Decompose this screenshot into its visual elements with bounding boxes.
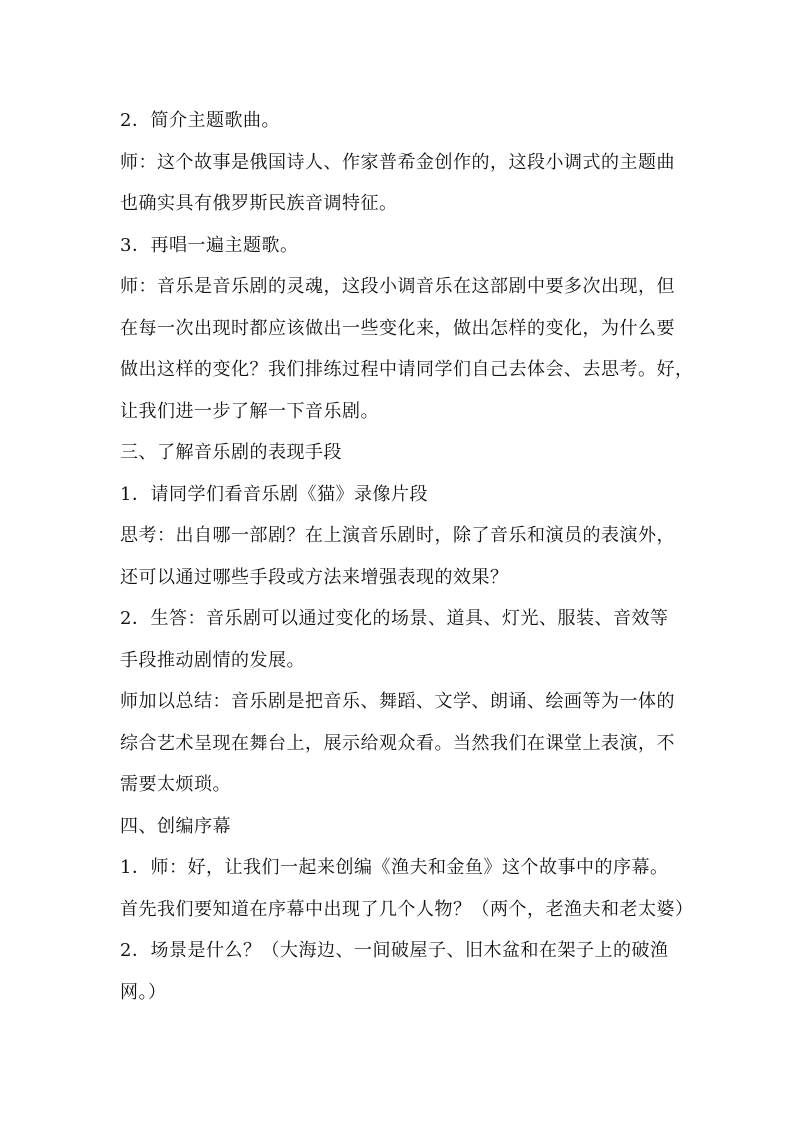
text-line-2: 师：这个故事是俄国诗人、作家普希金创作的，这段小调式的主题曲: [120, 151, 675, 173]
text-line-16: 综合艺术呈现在舞台上，展示给观众看。当然我们在课堂上表演，不: [120, 732, 675, 754]
text-line-13: 2．生答：音乐剧可以通过变化的场景、道具、灯光、服装、音效等: [120, 608, 669, 629]
text-line-3: 也确实具有俄罗斯民族音调特征。: [120, 193, 398, 214]
text-line-20: 首先我们要知道在序幕中出现了几个人物？（两个，老渔夫和老太婆）: [120, 898, 694, 920]
text-line-6: 在每一次出现时都应该做出一些变化来，做出怎样的变化，为什么要: [120, 317, 675, 339]
text-line-17: 需要太烦琐。: [120, 774, 231, 795]
text-line-19: 1．师：好，让我们一起来创编《渔夫和金鱼》这个故事中的序幕。: [120, 857, 669, 878]
text-line-5: 师：音乐是音乐剧的灵魂，这段小调音乐在这部剧中要多次出现，但: [120, 276, 675, 297]
text-line-11: 思考：出自哪一部剧？在上演音乐剧时，除了音乐和演员的表演外，: [120, 525, 675, 546]
text-line-7: 做出这样的变化？我们排练过程中请同学们自己去体会、去思考。好，: [120, 359, 694, 380]
text-line-4: 3．再唱一遍主题歌。: [120, 234, 299, 256]
text-line-8: 让我们进一步了解一下音乐剧。: [120, 400, 379, 422]
text-line-14: 手段推动剧情的发展。: [120, 649, 305, 671]
text-line-10: 1．请同学们看音乐剧《猫》录像片段: [120, 483, 428, 505]
text-line-22: 网。）: [120, 981, 167, 1003]
section-heading-3: 三、了解音乐剧的表现手段: [120, 442, 342, 463]
text-line-15: 师加以总结：音乐剧是把音乐、舞蹈、文学、朗诵、绘画等为一体的: [120, 691, 675, 712]
section-heading-4: 四、创编序幕: [120, 815, 231, 837]
text-line-21: 2．场景是什么？（大海边、一间破屋子、旧木盆和在架子上的破渔: [120, 940, 669, 961]
text-line-12: 还可以通过哪些手段或方法来增强表现的效果？: [120, 566, 509, 588]
text-line-1: 2．简介主题歌曲。: [120, 110, 280, 131]
document-page: [120, 100, 694, 1013]
